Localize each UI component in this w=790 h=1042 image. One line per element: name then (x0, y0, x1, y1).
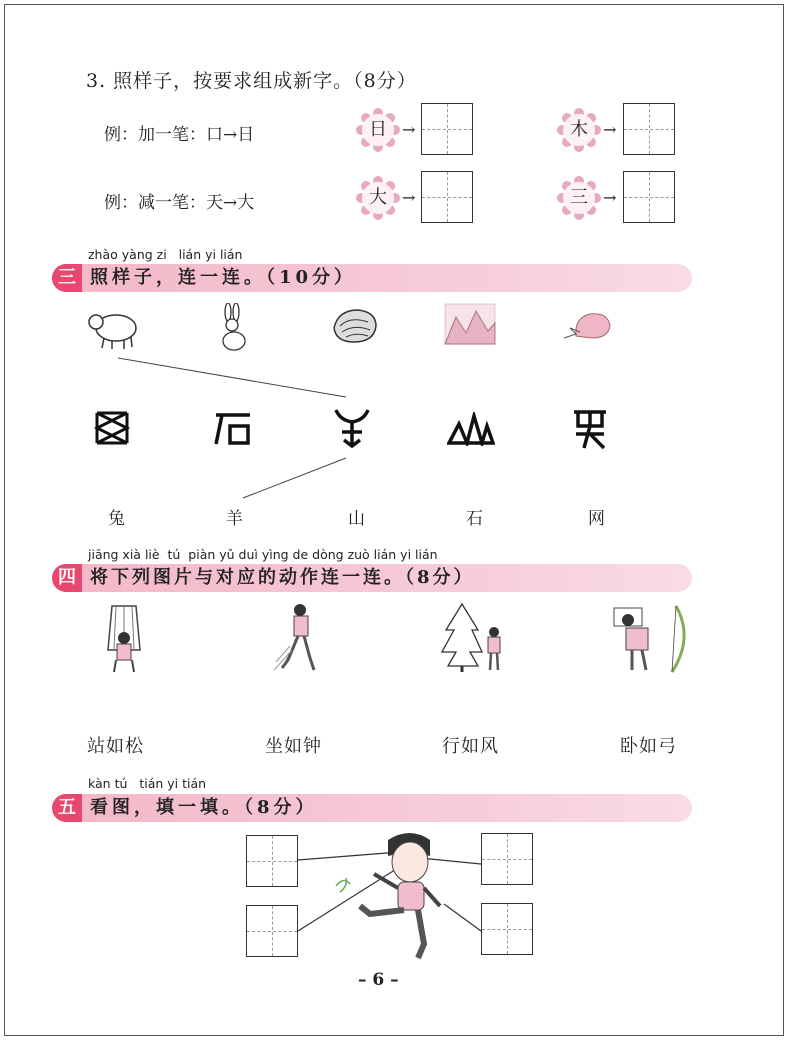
example-add-stroke: 例：加一笔：口→日 (104, 125, 255, 145)
arrow-icon: → (402, 120, 416, 139)
section5-pinyin: kàn tú tián yi tián (88, 776, 207, 791)
example-remove-stroke: 例：减一笔：天→大 (104, 193, 255, 213)
word-mountain: 山 (348, 509, 365, 529)
arrow-icon: → (402, 188, 416, 207)
char-mu: 木 (570, 119, 588, 140)
arrow-icon: → (603, 188, 617, 207)
section4-number: 四 (52, 564, 82, 592)
word-rabbit: 兔 (108, 509, 125, 529)
word-net: 网 (588, 509, 605, 529)
arrow-icon: → (603, 120, 617, 139)
char-ri: 日 (369, 119, 387, 140)
page-number: – 6 – (358, 970, 399, 990)
section3-title: 照样子，连一连。（10分） (90, 267, 357, 288)
section5-number: 五 (52, 794, 82, 822)
action-lie-like-bow: 卧如弓 (620, 736, 677, 757)
word-stone: 石 (466, 509, 483, 529)
boy-kicking-picture (330, 826, 470, 962)
section5-title: 看图，填一填。（8分） (90, 797, 318, 818)
section3-number: 三 (52, 264, 82, 292)
action-sit-like-bell: 坐如钟 (265, 736, 322, 757)
section4-title: 将下列图片与对应的动作连一连。（8分） (90, 567, 475, 588)
char-san: 三 (570, 187, 588, 208)
char-da: 大 (369, 187, 387, 208)
q3-title: 3. 照样子，按要求组成新字。（8分） (86, 70, 417, 92)
word-sheep: 羊 (226, 509, 243, 529)
section3-pinyin: zhào yàng zi lián yi lián (88, 247, 243, 262)
action-stand-like-pine: 站如松 (87, 736, 144, 757)
action-walk-like-wind: 行如风 (442, 736, 499, 757)
section4-pinyin: jiāng xià liè tú piàn yǔ duì yìng de dòng zuò lián yi lián (88, 547, 438, 562)
